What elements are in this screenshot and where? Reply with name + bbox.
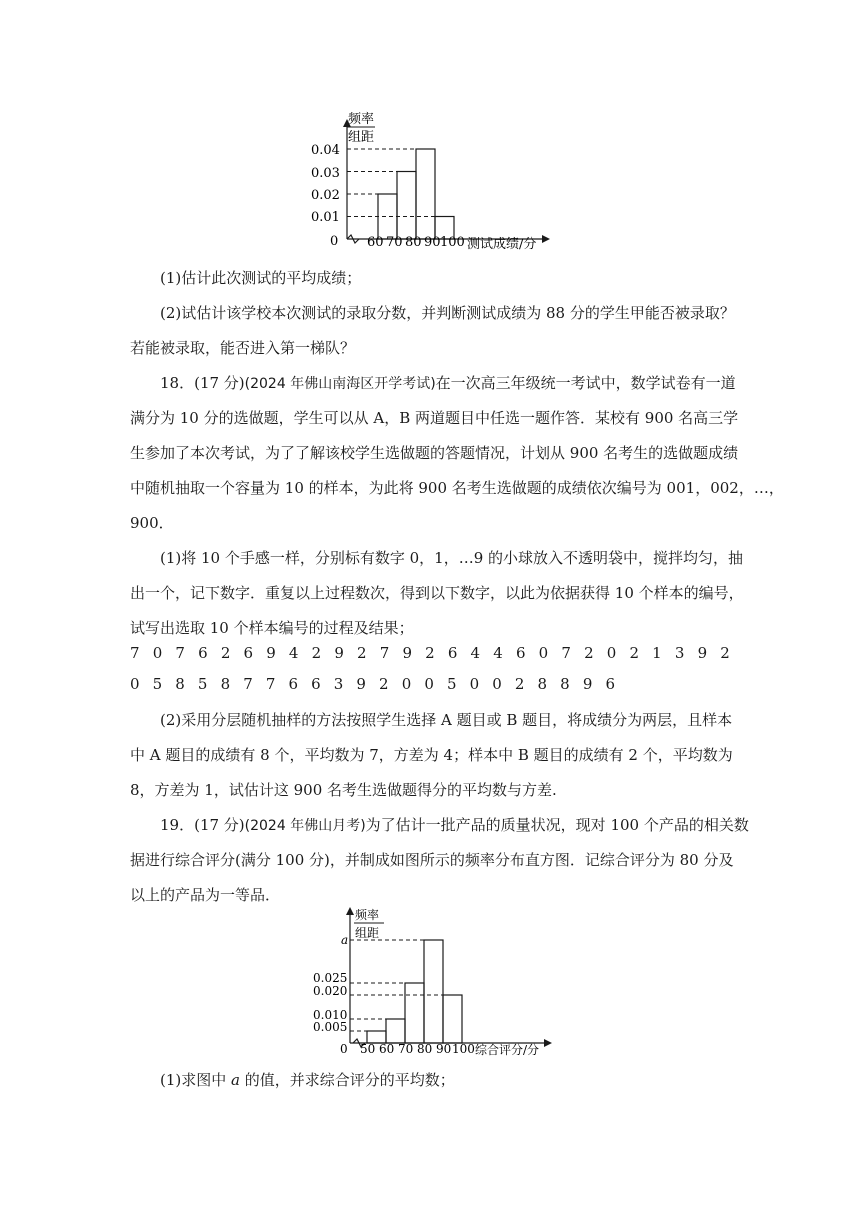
chart1-xlabel: 测试成绩/分 — [467, 237, 537, 252]
chart2-y-arrow — [346, 907, 354, 915]
row2-digit: 6 — [311, 675, 321, 693]
row1-digit: 3 — [674, 644, 685, 662]
row1-digit: 7 — [175, 644, 185, 662]
row1-digit: 9 — [697, 644, 708, 662]
chart1-bar — [397, 172, 416, 240]
row1-digit: 4 — [493, 644, 503, 662]
chart1-xtick-90: 90 — [424, 235, 441, 250]
q18-part2-line2: 中 A 题目的成绩有 8 个，平均数为 7，方差为 4；样本中 B 题目的成绩有 2 个，平均数为 — [130, 746, 733, 764]
chart1-ytick-001: 0.01 — [311, 210, 340, 225]
chart2-xtick-60: 60 — [379, 1042, 395, 1056]
chart2-ylabel-bottom: 组距 — [355, 926, 380, 940]
chart2-xlabel: 综合评分/分 — [475, 1043, 540, 1057]
chart1-ytick-003: 0.03 — [311, 166, 340, 181]
random-digits-row-2 — [130, 674, 615, 694]
row2-digit: 3 — [333, 675, 344, 693]
q18-text: 在一次高三年级统一考试中，数学试卷有一道 — [435, 374, 736, 392]
row2-digit: 7 — [243, 675, 253, 693]
row1-digit: 9 — [402, 644, 412, 662]
q18-part1-line2: 出一个，记下数字．重复以上过程数次，得到以下数字，以此为依据获得 10 个样本的编号， — [130, 584, 744, 602]
chart2-ytick-0005: 0.005 — [313, 1020, 348, 1034]
q18-line1 — [160, 373, 760, 394]
histogram-chart-2 — [305, 905, 555, 1065]
row2-digit: 5 — [152, 675, 163, 693]
chart2-xtick-70: 70 — [398, 1042, 414, 1056]
row2-digit: 6 — [288, 675, 299, 693]
row1-digit: 9 — [334, 644, 344, 662]
q18-number: 18．(17 分) — [160, 374, 245, 392]
q18-line3: 生参加了本次考试，为了了解该校学生选做题的答题情况，计划从 900 名考生的选做题成绩 — [130, 444, 739, 462]
q19-part1-var: a — [231, 1071, 240, 1089]
row1-digit: 2 — [720, 644, 730, 662]
row2-digit: 0 — [492, 675, 502, 693]
row1-digit: 7 — [130, 644, 140, 662]
random-digits-row-1 — [130, 643, 730, 663]
row2-digit: 8 — [537, 675, 548, 693]
row1-digit: 2 — [584, 644, 594, 662]
row2-digit: 9 — [356, 675, 366, 693]
row2-digit: 6 — [605, 675, 615, 693]
row2-digit: 0 — [130, 675, 140, 693]
q19-part1-text-b: 的值，并求综合评分的平均数； — [239, 1071, 455, 1089]
row2-digit: 5 — [446, 675, 457, 693]
chart2-xtick-100: 100 — [452, 1042, 475, 1056]
q19-line2: 据进行综合评分(满分 100 分)，并制成如图所示的频率分布直方图．记综合评分为 80 分及 — [130, 851, 734, 869]
row1-digit: 6 — [198, 644, 208, 662]
chart1-ylabel-bottom: 组距 — [348, 130, 375, 145]
chart1-xtick-60: 60 — [367, 235, 384, 250]
q18-part1-line3: 试写出选取 10 个样本编号的过程及结果； — [130, 619, 414, 637]
q19-source: (2024 年佛山月考) — [244, 818, 366, 834]
row2-digit: 8 — [175, 675, 185, 693]
q18-part2-line3: 8，方差为 1，试估计这 900 名考生选做题得分的平均数与方差. — [130, 781, 557, 799]
chart2-origin: 0 — [340, 1042, 348, 1056]
chart1-ytick-004: 0.04 — [311, 143, 340, 158]
chart2-xtick-50: 50 — [360, 1042, 376, 1056]
row1-digit: 2 — [629, 644, 640, 662]
q18-source: (2024 年佛山南海区开学考试) — [244, 376, 436, 392]
chart2-bar — [424, 940, 443, 1043]
chart1-xtick-70: 70 — [386, 235, 403, 250]
q19-line1 — [160, 815, 760, 836]
row2-digit: 8 — [220, 675, 231, 693]
q19-number: 19．(17 分) — [160, 816, 245, 834]
row2-digit: 8 — [560, 675, 570, 693]
row1-digit: 1 — [652, 644, 662, 662]
row2-digit: 2 — [514, 675, 525, 693]
row1-digit: 2 — [357, 644, 367, 662]
row1-digit: 6 — [515, 644, 526, 662]
row1-digit: 4 — [470, 644, 481, 662]
chart1-bar — [378, 194, 397, 239]
q18-part1-line1: (1)将 10 个手感一样，分别标有数字 0，1，…9 的小球放入不透明袋中，搅拌均匀，抽 — [160, 549, 744, 567]
chart1-ytick-002: 0.02 — [311, 188, 340, 203]
q17-part2-line2: 若能被录取，能否进入第一梯队？ — [130, 339, 356, 357]
q18-line4: 中随机抽取一个容量为 10 的样本，为此将 900 名考生选做题的成绩依次编号为 001，002，…， — [130, 479, 784, 497]
chart1-x-arrow — [542, 235, 550, 243]
q19-part1 — [160, 1070, 760, 1090]
row1-digit: 6 — [447, 644, 458, 662]
row1-digit: 4 — [288, 644, 299, 662]
row2-digit: 0 — [424, 675, 434, 693]
chart2-x-arrow — [544, 1039, 552, 1047]
row2-digit: 9 — [582, 675, 593, 693]
chart1-ylabel-top: 频率 — [348, 112, 375, 127]
row2-digit: 0 — [469, 675, 480, 693]
chart2-ylabel-top: 频率 — [355, 908, 380, 922]
q19-part1-text-a: (1)求图中 — [160, 1071, 232, 1089]
q18-part2-line1: (2)采用分层随机抽样的方法按照学生选择 A 题目或 B 题目，将成绩分为两层，且样本 — [160, 711, 733, 729]
row2-digit: 0 — [401, 675, 412, 693]
row1-digit: 0 — [152, 644, 163, 662]
row2-digit: 2 — [379, 675, 389, 693]
chart2-ytick-a: a — [341, 933, 349, 947]
chart2-xtick-80: 80 — [417, 1042, 433, 1056]
row1-digit: 7 — [561, 644, 571, 662]
row1-digit: 2 — [425, 644, 435, 662]
histogram-chart-1 — [311, 105, 550, 255]
chart2-bar — [443, 995, 462, 1043]
q18-line5: 900． — [130, 514, 174, 532]
row1-digit: 7 — [379, 644, 390, 662]
chart2-ytick-0025: 0.025 — [313, 971, 348, 985]
row2-digit: 7 — [265, 675, 276, 693]
chart2-bar — [386, 1019, 405, 1043]
q17-part1: (1)估计此次测试的平均成绩； — [160, 269, 362, 287]
chart1-bar — [416, 149, 435, 239]
row1-digit: 2 — [311, 644, 322, 662]
chart1-origin: 0 — [330, 234, 339, 249]
row1-digit: 6 — [243, 644, 254, 662]
row1-digit: 2 — [220, 644, 231, 662]
q17-part2-line1: (2)试估计该学校本次测试的录取分数，并判断测试成绩为 88 分的学生甲能否被录取？ — [160, 304, 735, 322]
q19-line3: 以上的产品为一等品． — [130, 886, 281, 904]
row1-digit: 9 — [266, 644, 276, 662]
chart2-xtick-90: 90 — [436, 1042, 452, 1056]
chart2-bar — [405, 983, 424, 1043]
chart2-ytick-0020: 0.020 — [313, 984, 348, 998]
chart2-ytick-0010: 0.010 — [313, 1008, 348, 1022]
row1-digit: 0 — [538, 644, 549, 662]
q18-line2: 满分为 10 分的选做题，学生可以从 A，B 两道题目中任选一题作答．某校有 900 名高三学 — [130, 409, 739, 427]
chart1-xtick-100: 100 — [440, 235, 465, 250]
row2-digit: 5 — [197, 675, 208, 693]
row1-digit: 0 — [606, 644, 617, 662]
chart1-xtick-80: 80 — [405, 235, 422, 250]
q19-text: 为了估计一批产品的质量状况，现对 100 个产品的相关数 — [365, 816, 749, 834]
